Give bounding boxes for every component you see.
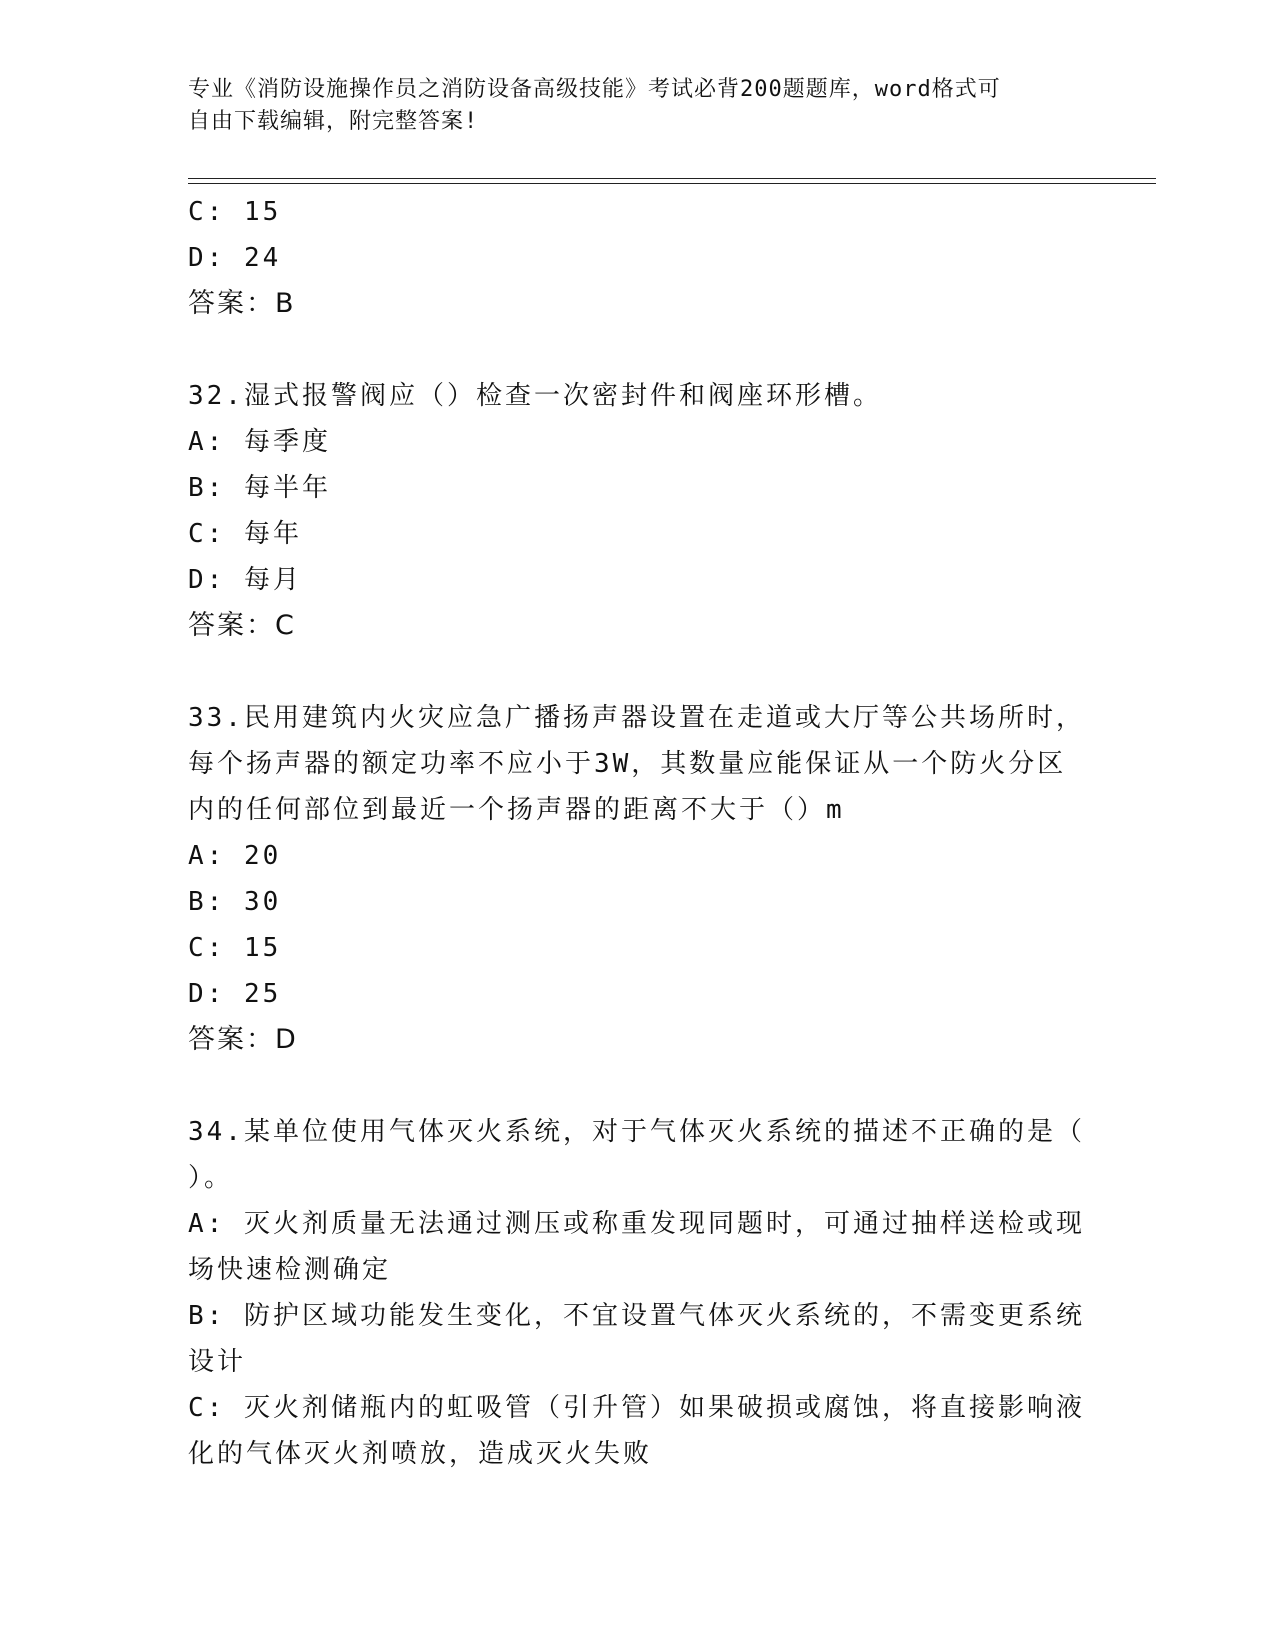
q31-option-c: C: 15	[188, 197, 282, 227]
header-line-2: 自由下载编辑，附完整答案!	[188, 109, 479, 134]
q34-option-a-line-1: A: 灭火剂质量无法通过测压或称重发现同题时，可通过抽样送检或现	[188, 1209, 1085, 1239]
question-33	[188, 695, 1088, 1063]
q33-stem-line-1: 33.民用建筑内火灾应急广播扬声器设置在走道或大厅等公共场所时，	[188, 703, 1085, 733]
question-content	[188, 189, 1088, 1477]
q34-stem-line-1: 34.某单位使用气体灭火系统，对于气体灭火系统的描述不正确的是（	[188, 1117, 1085, 1147]
q33-option-c: C: 15	[188, 933, 282, 963]
header-divider-top	[188, 178, 1156, 179]
spacer	[188, 327, 1088, 373]
q33-stem-line-2: 每个扬声器的额定功率不应小于3W，其数量应能保证从一个防火分区	[188, 749, 1067, 779]
spacer	[188, 1063, 1088, 1109]
question-32	[188, 373, 1088, 649]
header-line-1: 专业《消防设施操作员之消防设备高级技能》考试必背200题题库，word格式可	[188, 77, 1001, 102]
q34-option-b-line-1: B: 防护区域功能发生变化，不宜设置气体灭火系统的，不需变更系统	[188, 1301, 1085, 1331]
document-header	[188, 74, 1068, 138]
q34-option-c-line-1: C: 灭火剂储瓶内的虹吸管（引升管）如果破损或腐蚀，将直接影响液	[188, 1393, 1085, 1423]
q33-answer: 答案：D	[188, 1024, 298, 1055]
q32-option-a: A: 每季度	[188, 427, 331, 457]
q34-option-a-line-2: 场快速检测确定	[188, 1255, 392, 1285]
q33-stem-line-3: 内的任何部位到最近一个扬声器的距离不大于（）m	[188, 795, 845, 825]
q33-option-d: D: 25	[188, 979, 282, 1009]
q32-option-d: D: 每月	[188, 565, 302, 595]
q32-option-b: B: 每半年	[188, 473, 331, 503]
q33-option-a: A: 20	[188, 841, 282, 871]
header-divider-bottom	[188, 183, 1156, 184]
q34-stem-line-2: ）。	[188, 1163, 234, 1193]
question-31	[188, 189, 1088, 327]
q34-option-b-line-2: 设计	[188, 1347, 247, 1377]
q34-option-c-line-2: 化的气体灭火剂喷放，造成灭火失败	[188, 1439, 653, 1469]
spacer	[188, 649, 1088, 695]
q33-option-b: B: 30	[188, 887, 282, 917]
q31-option-d: D: 24	[188, 243, 282, 273]
q32-stem: 32.湿式报警阀应（）检查一次密封件和阀座环形槽。	[188, 381, 882, 411]
q32-answer: 答案：C	[188, 610, 296, 641]
question-34	[188, 1109, 1088, 1477]
q32-option-c: C: 每年	[188, 519, 302, 549]
q31-answer: 答案：B	[188, 288, 296, 319]
